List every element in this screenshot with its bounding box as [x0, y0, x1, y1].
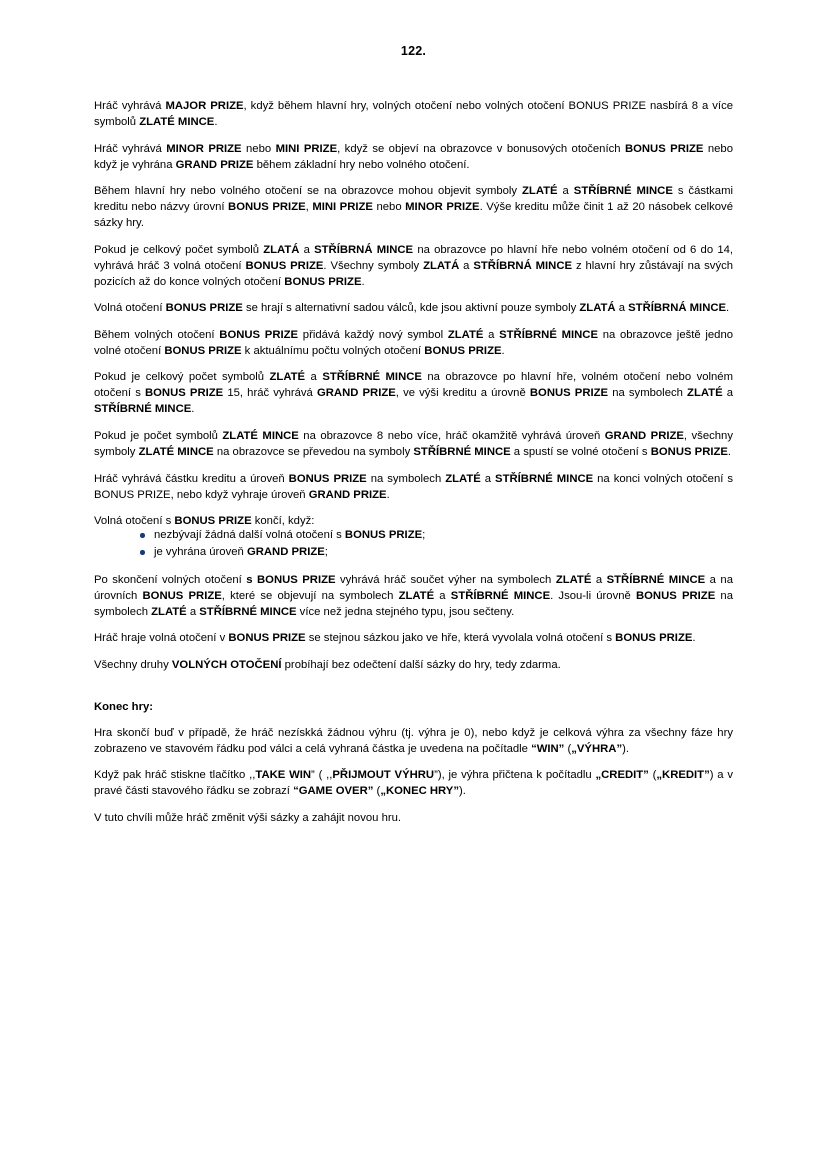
emphasis-text: MINOR PRIZE	[166, 142, 242, 155]
plain-text: . Jsou-li úrovně	[550, 589, 636, 602]
plain-text: Pokud je celkový počet symbolů	[94, 243, 264, 256]
plain-text: a	[722, 387, 734, 400]
emphasis-text: GRAND PRIZE	[604, 430, 684, 442]
plain-text: .	[361, 275, 365, 288]
plain-text: .	[727, 446, 732, 459]
plain-text: .	[214, 116, 218, 129]
emphasis-text: STŘÍBRNÁ MINCE	[314, 243, 414, 256]
plain-text: Hráč vyhrává	[94, 142, 167, 155]
plain-text: a spustí se volné otočení s	[510, 446, 651, 459]
main-text-block	[94, 98, 733, 673]
p-alternativni-sada-valcu	[94, 300, 733, 316]
emphasis-text: TAKE WIN	[255, 769, 312, 782]
plain-text: Hráč hraje volná otočení v	[94, 632, 229, 645]
plain-text: ;	[324, 546, 328, 559]
bullet-grand-prize	[140, 544, 733, 561]
plain-text: Během hlavní hry nebo volného otočení se na obrazovce mohou objevit symboly	[94, 185, 523, 198]
plain-text: Všechny druhy	[94, 658, 172, 671]
emphasis-text: BONUS PRIZE	[219, 328, 299, 341]
plain-text: Pokud je počet symbolů	[94, 430, 223, 442]
plain-text: ,	[305, 201, 313, 214]
plain-text: ) a v pravé části stavového řádku se zobrazí	[94, 769, 733, 798]
emphasis-text: ZLATÉ	[555, 573, 592, 586]
paragraph-group-top	[94, 98, 733, 529]
bullet-list	[94, 527, 733, 561]
plain-text: Během volných otočení	[94, 328, 220, 341]
plain-text: .	[386, 488, 390, 501]
p-osm-nebo-vice	[94, 428, 733, 460]
emphasis-text: “WIN”	[531, 742, 565, 755]
plain-text: a	[305, 371, 323, 384]
emphasis-text: „KONEC HRY”	[380, 785, 459, 798]
plain-text: nebo	[372, 201, 406, 214]
emphasis-text: ZLATÉ MINCE	[222, 430, 299, 442]
plain-text: Hra skončí buď v případě, že hráč nezískká žádnou výhru (tj. výhra je 0), nebo když je celková výhra za všechny fáze hry zobrazeno ve stavovém řádku pod válci a celá vyhraná částka je uvedena na počítadle	[94, 726, 733, 755]
paragraph-group-middle	[94, 572, 733, 673]
p-castku-kreditu	[94, 471, 733, 503]
emphasis-text: ZLATÉ	[445, 472, 481, 485]
plain-text: a	[615, 302, 629, 315]
emphasis-text: MINI PRIZE	[275, 142, 338, 155]
plain-text: ” ( ,,	[311, 769, 333, 782]
emphasis-text: BONUS PRIZE	[174, 515, 252, 528]
plain-text: , všechny symboly	[94, 430, 733, 459]
p-pridava-otoceni	[94, 327, 733, 359]
emphasis-text: ZLATÉ	[269, 371, 306, 384]
plain-text: na symbolech	[94, 589, 733, 618]
plain-text: a	[459, 259, 474, 272]
emphasis-text: ZLATÉ	[522, 185, 558, 198]
emphasis-text: ZLATÁ	[263, 243, 300, 256]
emphasis-text: BONUS PRIZE	[288, 472, 367, 485]
plain-text: .	[501, 344, 505, 357]
emphasis-text: BONUS PRIZE	[344, 529, 423, 542]
plain-text: přidává každý nový symbol	[298, 328, 448, 341]
emphasis-text: BONUS PRIZE	[650, 446, 728, 459]
plain-text: Pokud je celkový počet symbolů	[94, 371, 270, 384]
emphasis-text: BONUS PRIZE	[624, 142, 704, 155]
plain-text: během základní hry nebo volného otočení.	[253, 158, 470, 171]
plain-text: a	[186, 605, 200, 618]
plain-text: na obrazovce se převedou na symboly	[213, 446, 414, 459]
plain-text: na obrazovce ještě jedno volné otočení	[94, 328, 734, 357]
p-po-skonceni	[94, 572, 733, 620]
plain-text: ).	[622, 742, 629, 755]
plain-text: a	[434, 589, 451, 602]
emphasis-text: GRAND PRIZE	[246, 546, 325, 559]
emphasis-text: ZLATÁ	[579, 302, 616, 315]
emphasis-text: MAJOR PRIZE	[165, 100, 244, 112]
emphasis-text: s BONUS PRIZE	[246, 573, 336, 586]
paragraph-group-section	[94, 725, 733, 826]
plain-text: více než jedna stejného typu, jsou sečteny.	[296, 605, 515, 618]
emphasis-text: BONUS PRIZE	[142, 589, 222, 602]
p-bonus-prize-15	[94, 369, 733, 417]
emphasis-text: STŘÍBRNÉ MINCE	[199, 605, 297, 618]
p-zlate-stribrne-mince	[94, 183, 733, 231]
emphasis-text: MINOR PRIZE	[405, 201, 480, 214]
bullet-nezbyvaji	[140, 527, 733, 544]
section-heading-konec-hry: Konec hry:	[94, 700, 154, 713]
emphasis-text: ZLATÉ	[447, 328, 484, 341]
emphasis-text: GRAND PRIZE	[316, 387, 396, 400]
plain-text: je vyhrána úroveň	[154, 546, 247, 559]
emphasis-text: ZLATÉ	[687, 387, 723, 400]
emphasis-text: BONUS PRIZE	[529, 387, 609, 400]
plain-text: končí, když:	[251, 515, 315, 528]
plain-text: 15, hráč vyhrává	[223, 387, 317, 400]
plain-text: na konci volných otočení s BONUS PRIZE, nebo když vyhraje úroveň	[94, 472, 734, 501]
p-stejna-sazka	[94, 630, 733, 646]
plain-text: .	[692, 632, 696, 645]
plain-text: , když během hlavní hry, volných otočení nebo volných otočení BONUS PRIZE nasbírá 8 a více symbolů	[94, 100, 733, 129]
plain-text: z hlavní hry zůstávají na svých pozicích až do konce volných otočení	[94, 259, 734, 288]
emphasis-text: BONUS PRIZE	[635, 589, 716, 602]
p-hra-skonci	[94, 725, 733, 757]
emphasis-text: BONUS PRIZE	[144, 387, 224, 400]
plain-text: (	[564, 742, 572, 755]
plain-text: s částkami kreditu nebo názvy úrovní	[94, 185, 733, 214]
emphasis-text: STŘÍBRNÉ MINCE	[450, 589, 551, 602]
emphasis-text: BONUS PRIZE	[228, 201, 306, 214]
emphasis-text: BONUS PRIZE	[228, 632, 306, 645]
plain-text: ;	[422, 529, 426, 542]
emphasis-text: STŘÍBRNÉ MINCE	[606, 573, 706, 586]
plain-text: na symbolech	[366, 472, 446, 485]
plain-text: vyhrává hráč součet výher na symbolech	[335, 573, 556, 586]
emphasis-text: ZLATÁ	[423, 259, 460, 272]
plain-text: nebo	[241, 142, 276, 155]
emphasis-text: ZLATÉ MINCE	[139, 116, 215, 129]
emphasis-text: “GAME OVER”	[293, 785, 374, 798]
emphasis-text: STŘÍBRNÉ MINCE	[94, 403, 192, 416]
emphasis-text: STŘÍBRNÉ MINCE	[499, 328, 598, 341]
emphasis-text: GRAND PRIZE	[175, 158, 254, 171]
plain-text: , ve výši kreditu a úrovně	[395, 387, 530, 400]
plain-text: .	[191, 403, 195, 416]
emphasis-text: PŘIJMOUT VÝHRU	[332, 769, 435, 782]
plain-text: na obrazovce po hlavní hře nebo volném otočení od 6 do 14, vyhrává hráč 3 volná otočení	[94, 243, 734, 272]
emphasis-text: MINI PRIZE	[312, 201, 373, 214]
emphasis-text: STŘÍBRNÉ MINCE	[413, 446, 511, 459]
plain-text: Hráč vyhrává částku kreditu a úroveň	[94, 472, 289, 485]
plain-text: na symbolech	[608, 387, 688, 400]
p-take-win	[94, 767, 733, 799]
emphasis-text: VOLNÝCH OTOČENÍ	[171, 658, 282, 671]
emphasis-text: STŘÍBRNÉ MINCE	[495, 472, 594, 485]
plain-text: Volná otočení s	[94, 515, 175, 528]
plain-text: , když se objeví na obrazovce v bonusových otočeních	[337, 142, 625, 155]
plain-text: V tuto chvíli může hráč změnit výši sázky a zahájit novou hru.	[94, 811, 402, 824]
emphasis-text: „VÝHRA”	[571, 742, 623, 755]
plain-text: na obrazovce po hlavní hře, volném otočení nebo volném otočení s	[94, 371, 734, 400]
plain-text: Když pak hráč stiskne tlačítko ,,	[94, 769, 256, 782]
plain-text: se hrají s alternativní sadou válců, kde jsou aktivní pouze symboly	[242, 302, 580, 315]
p-v-tuto-chvili	[94, 810, 733, 826]
plain-text: Volná otočení	[94, 302, 166, 315]
plain-text: a	[591, 573, 607, 586]
emphasis-text: ZLATÉ MINCE	[138, 446, 214, 459]
plain-text: a	[480, 472, 496, 485]
plain-text: ”), je výhra přičtena k počítadlu	[434, 769, 596, 782]
plain-text: a na úrovních	[94, 573, 733, 602]
emphasis-text: BONUS PRIZE	[615, 632, 693, 645]
emphasis-text: „KREDIT”	[656, 769, 710, 782]
emphasis-text: GRAND PRIZE	[308, 488, 387, 501]
plain-text: (	[648, 769, 657, 782]
emphasis-text: BONUS PRIZE	[165, 302, 243, 315]
plain-text: se stejnou sázkou jako ve hře, která vyvolala volná otočení s	[305, 632, 616, 645]
plain-text: a	[483, 328, 500, 341]
plain-text: probíhají bez odečtení další sázky do hry, tedy zdarma.	[281, 658, 561, 671]
emphasis-text: BONUS PRIZE	[424, 344, 502, 357]
plain-text: ).	[458, 785, 466, 798]
plain-text: . Výše kreditu může činit 1 až 20 násobek celkové sázky hry.	[94, 201, 733, 230]
emphasis-text: ZLATÉ	[151, 605, 187, 618]
emphasis-text: BONUS PRIZE	[164, 344, 242, 357]
emphasis-text: BONUS PRIZE	[284, 275, 362, 288]
emphasis-text: STŘÍBRNÉ MINCE	[573, 185, 673, 198]
emphasis-text: STŘÍBRNÉ MINCE	[322, 371, 422, 384]
emphasis-text: „CREDIT”	[595, 769, 649, 782]
plain-text: .	[726, 302, 730, 315]
emphasis-text: ZLATÉ	[398, 589, 435, 602]
plain-text: k aktuálnímu počtu volných otočení	[241, 344, 425, 357]
plain-text: nezbývají žádná další volná otočení s	[154, 529, 345, 542]
plain-text: Po skončení volných otočení	[94, 573, 247, 586]
p-major-prize	[94, 98, 733, 130]
emphasis-text: STŘÍBRNÁ MINCE	[628, 302, 727, 315]
plain-text: (	[373, 785, 381, 798]
emphasis-text: BONUS PRIZE	[245, 259, 324, 272]
p-minor-mini-prize	[94, 141, 733, 173]
p-zdarma	[94, 657, 733, 673]
plain-text: . Všechny symboly	[323, 259, 424, 272]
p-pocet-6-14	[94, 242, 733, 290]
plain-text: a	[557, 185, 574, 198]
emphasis-text: STŘÍBRNÁ MINCE	[473, 259, 573, 272]
plain-text: na obrazovce 8 nebo více, hráč okamžitě vyhrává úroveň	[298, 430, 605, 442]
plain-text: Hráč vyhrává	[94, 100, 166, 112]
plain-text: , které se objevují na symbolech	[221, 589, 399, 602]
plain-text: a	[299, 243, 315, 256]
page-number: 122.	[400, 44, 427, 58]
plain-text: nebo když je vyhrána	[94, 142, 733, 171]
